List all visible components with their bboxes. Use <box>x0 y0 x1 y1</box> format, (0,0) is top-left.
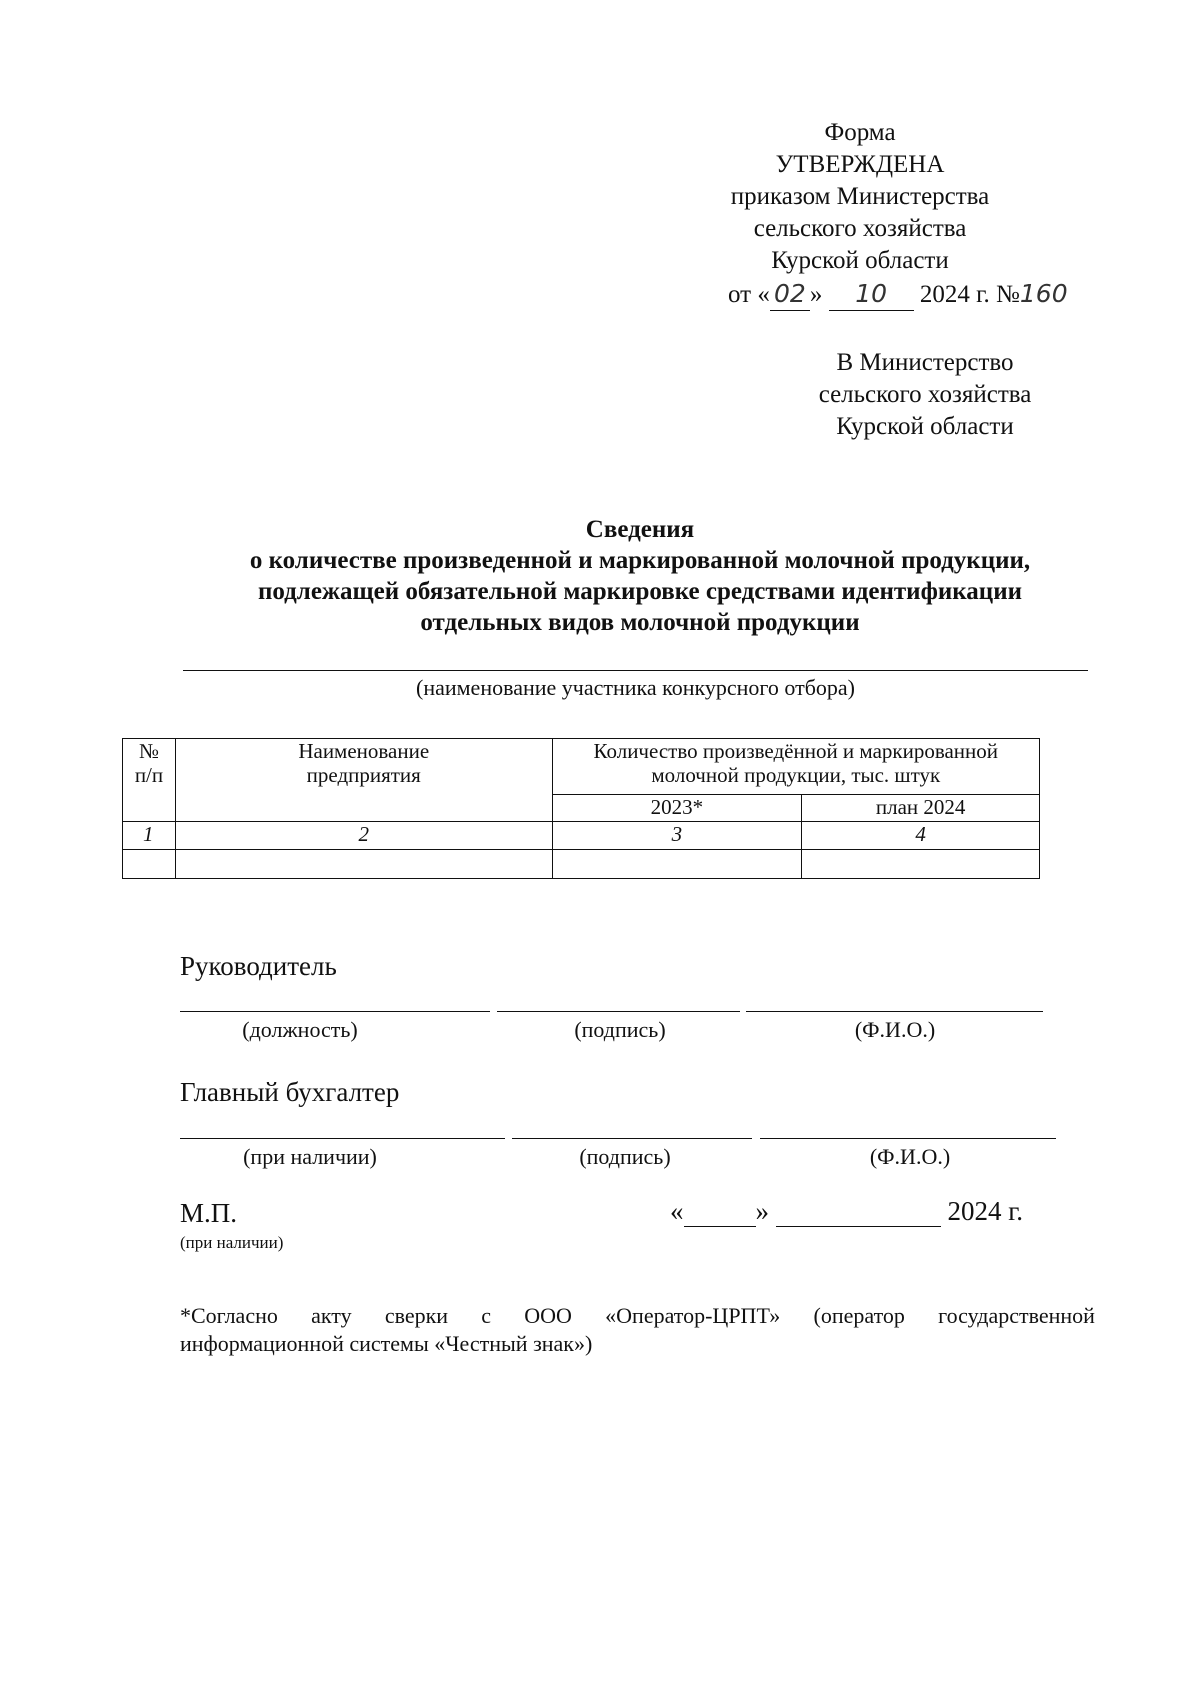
year-and-number-label: 2024 г. № <box>919 281 1020 308</box>
footnote-word: ООО <box>524 1303 572 1328</box>
sign-date-open: « <box>670 1196 684 1226</box>
approval-block <box>700 117 1020 277</box>
accountant-signature-line[interactable] <box>512 1138 752 1139</box>
empty-cell[interactable] <box>175 850 552 879</box>
order-line-3: Курской области <box>771 247 949 274</box>
sign-date-day-field[interactable] <box>684 1196 756 1227</box>
sign-date <box>670 1196 1023 1227</box>
sign-date-year: 2024 г. <box>947 1196 1024 1226</box>
head-position-caption: (должность) <box>242 1017 358 1042</box>
column-number-3: 3 <box>552 822 802 850</box>
head-signature-line[interactable] <box>497 1011 740 1012</box>
addressee-line-3: Курской области <box>836 413 1014 440</box>
column-number-2: 2 <box>175 822 552 850</box>
date-prefix: от « <box>728 281 770 308</box>
addressee-line-2: сельского хозяйства <box>818 381 1032 408</box>
head-position-line[interactable] <box>180 1011 490 1012</box>
form-label: Форма <box>824 119 896 146</box>
empty-cell[interactable] <box>552 850 802 879</box>
accountant-position-line[interactable] <box>180 1138 505 1139</box>
col-quantity-header <box>552 739 1039 795</box>
order-number: 160 <box>1019 279 1068 308</box>
col-name-header-line-1: Наименование <box>298 739 430 763</box>
footnote-line-2: информационной системы «Честный знак») <box>180 1331 593 1356</box>
date-close: » <box>809 281 823 308</box>
col-number-header-line-2: п/п <box>134 763 164 787</box>
production-table <box>122 738 1040 879</box>
head-fio-caption: (Ф.И.О.) <box>854 1017 936 1042</box>
stamp-note: (при наличии) <box>180 1233 284 1252</box>
title-line-2: о количестве произведенной и маркированной молочной продукции, <box>249 547 1031 574</box>
order-month: 10 <box>829 278 914 311</box>
accountant-fio-caption: (Ф.И.О.) <box>869 1144 951 1169</box>
addressee-line-1: В Министерство <box>836 349 1014 376</box>
participant-caption: (наименование участника конкурсного отбора) <box>416 675 855 700</box>
order-date-line <box>728 278 1068 311</box>
order-day: 02 <box>770 278 810 311</box>
head-fio-line[interactable] <box>746 1011 1043 1012</box>
footnote-word: *Согласно <box>180 1303 278 1328</box>
col-number-header <box>123 739 176 822</box>
footnote-word: (оператор <box>813 1303 905 1328</box>
addressee-block <box>775 347 1075 443</box>
document-title <box>160 514 1120 638</box>
head-label: Руководитель <box>180 951 337 981</box>
sub-header-2023: 2023* <box>552 795 802 822</box>
sign-date-close: » <box>755 1196 769 1226</box>
order-line-1: приказом Министерства <box>730 183 990 210</box>
title-line-4: отдельных видов молочной продукции <box>420 609 860 636</box>
participant-name-line <box>183 670 1088 671</box>
title-line-1: Сведения <box>585 516 695 543</box>
footnote-word: «Оператор-ЦРПТ» <box>605 1303 781 1328</box>
accountant-signature-caption: (подпись) <box>579 1144 671 1169</box>
col-name-header-line-2: предприятия <box>306 763 421 787</box>
head-signature-caption: (подпись) <box>574 1017 666 1042</box>
approved-label: УТВЕРЖДЕНА <box>775 151 945 178</box>
col-quantity-header-line-1: Количество произведённой и маркированной <box>593 739 999 763</box>
accountant-fio-line[interactable] <box>760 1138 1056 1139</box>
sub-header-plan-2024: план 2024 <box>802 795 1040 822</box>
footnote-word: с <box>481 1303 492 1328</box>
footnote-word: государственной <box>938 1303 1095 1328</box>
stamp-label: М.П. <box>180 1198 238 1228</box>
column-number-4: 4 <box>802 822 1040 850</box>
footnote-word: акту <box>311 1303 352 1328</box>
order-line-2: сельского хозяйства <box>753 215 967 242</box>
empty-cell[interactable] <box>802 850 1040 879</box>
sign-date-month-field[interactable] <box>776 1196 941 1227</box>
col-quantity-header-line-2: молочной продукции, тыс. штук <box>651 763 941 787</box>
empty-cell[interactable] <box>123 850 176 879</box>
footnote-line-1 <box>180 1302 1095 1330</box>
accountant-label: Главный бухгалтер <box>180 1077 400 1107</box>
accountant-position-caption: (при наличии) <box>243 1144 377 1169</box>
col-name-header <box>175 739 552 822</box>
title-line-3: подлежащей обязательной маркировке средствами идентификации <box>257 578 1023 605</box>
column-number-1: 1 <box>123 822 176 850</box>
footnote-word: сверки <box>384 1303 449 1328</box>
col-number-header-line-1: № <box>138 739 159 763</box>
footnote <box>180 1302 1095 1358</box>
